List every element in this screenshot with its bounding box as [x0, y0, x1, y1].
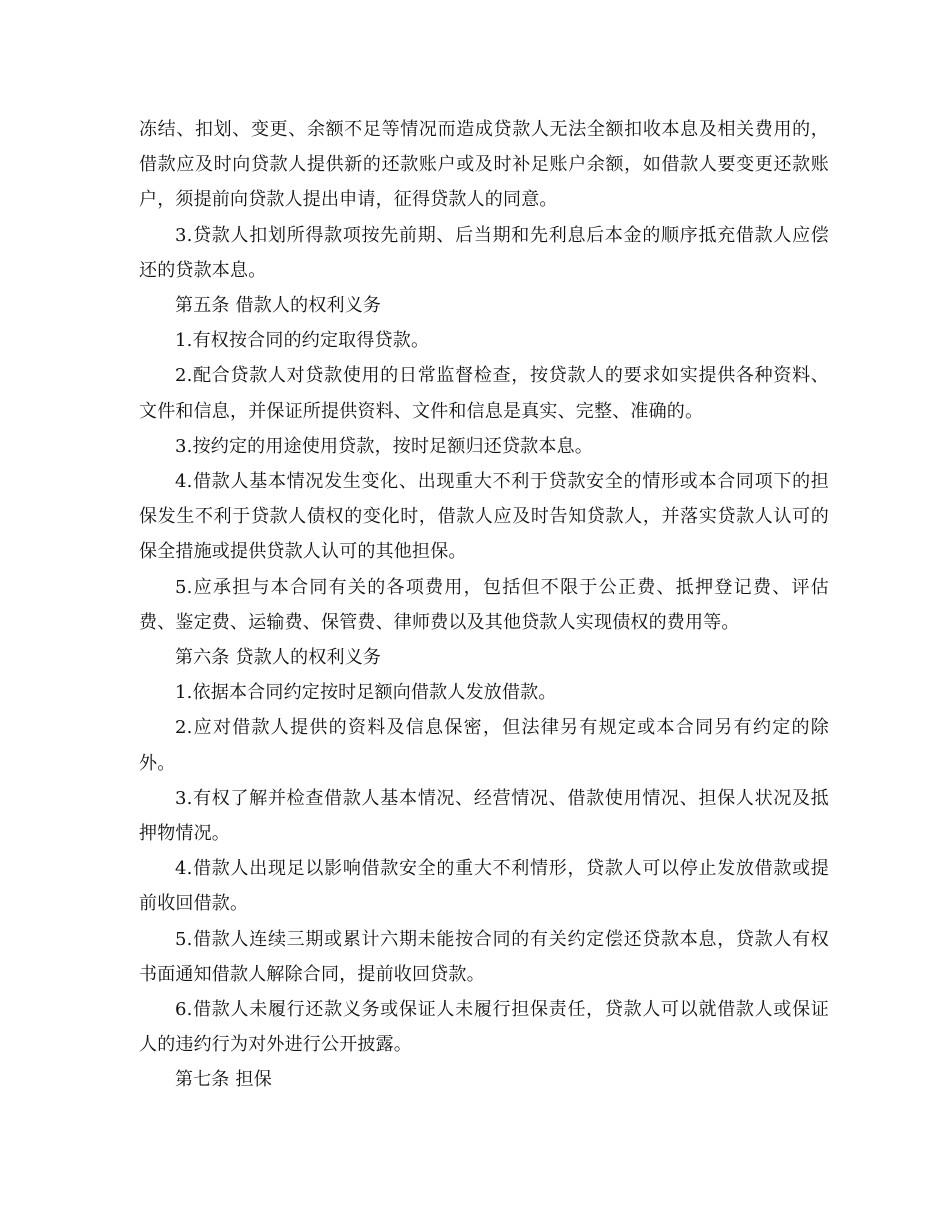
paragraph-article-5-item-5: 5.应承担与本合同有关的各项费用，包括但不限于公正费、抵押登记费、评估费、鉴定费、运输费、保管费、律师费以及其他贷款人实现债权的费用等。 [139, 576, 829, 633]
paragraph-article-6-item-5: 5.借款人连续三期或累计六期未能按合同的有关约定偿还贷款本息，贷款人有权书面通知借款人解除合同，提前收回贷款。 [139, 928, 829, 985]
paragraph-article-6-item-2: 2.应对借款人提供的资料及信息保密，但法律另有规定或本合同另有约定的除外。 [139, 717, 829, 774]
heading-article-6: 第六条 贷款人的权利义务 [175, 647, 382, 669]
paragraph-clause-4-item-3: 3.贷款人扣划所得款项按先前期、后当期和先利息后本金的顺序抵充借款人应偿还的贷款本息。 [139, 224, 829, 281]
heading-article-5: 第五条 借款人的权利义务 [175, 295, 382, 317]
paragraph-article-6-item-1: 1.依据本合同约定按时足额向借款人发放借款。 [175, 682, 557, 704]
paragraph-continuation: 冻结、扣划、变更、余额不足等情况而造成贷款人无法全额扣收本息及相关费用的，借款应及时向贷款人提供新的还款账户或及时补足账户余额，如借款人要变更还款账户，须提前向贷款人提出申请，征得贷款人的同意。 [139, 119, 829, 211]
paragraph-article-5-item-4: 4.借款人基本情况发生变化、出现重大不利于贷款安全的情形或本合同项下的担保发生不利于贷款人债权的变化时，借款人应及时告知贷款人，并落实贷款人认可的保全措施或提供贷款人认可的其他担保。 [139, 471, 829, 563]
paragraph-article-6-item-3: 3.有权了解并检查借款人基本情况、经营情况、借款使用情况、担保人状况及抵押物情况。 [139, 787, 829, 845]
paragraph-article-6-item-6: 6.借款人未履行还款义务或保证人未履行担保责任，贷款人可以就借款人或保证人的违约行为对外进行公开披露。 [139, 999, 829, 1056]
paragraph-article-5-item-3: 3.按约定的用途使用贷款，按时足额归还贷款本息。 [175, 435, 593, 457]
paragraph-article-6-item-4: 4.借款人出现足以影响借款安全的重大不利情形，贷款人可以停止发放借款或提前收回借款。 [139, 858, 829, 915]
paragraph-article-5-item-2: 2.配合贷款人对贷款使用的日常监督检查，按贷款人的要求如实提供各种资料、文件和信息，并保证所提供资料、文件和信息是真实、完整、准确的。 [139, 365, 829, 422]
paragraph-article-5-item-1: 1.有权按合同的约定取得贷款。 [175, 330, 430, 352]
heading-article-7: 第七条 担保 [175, 1069, 272, 1091]
document-body [139, 112, 829, 1098]
